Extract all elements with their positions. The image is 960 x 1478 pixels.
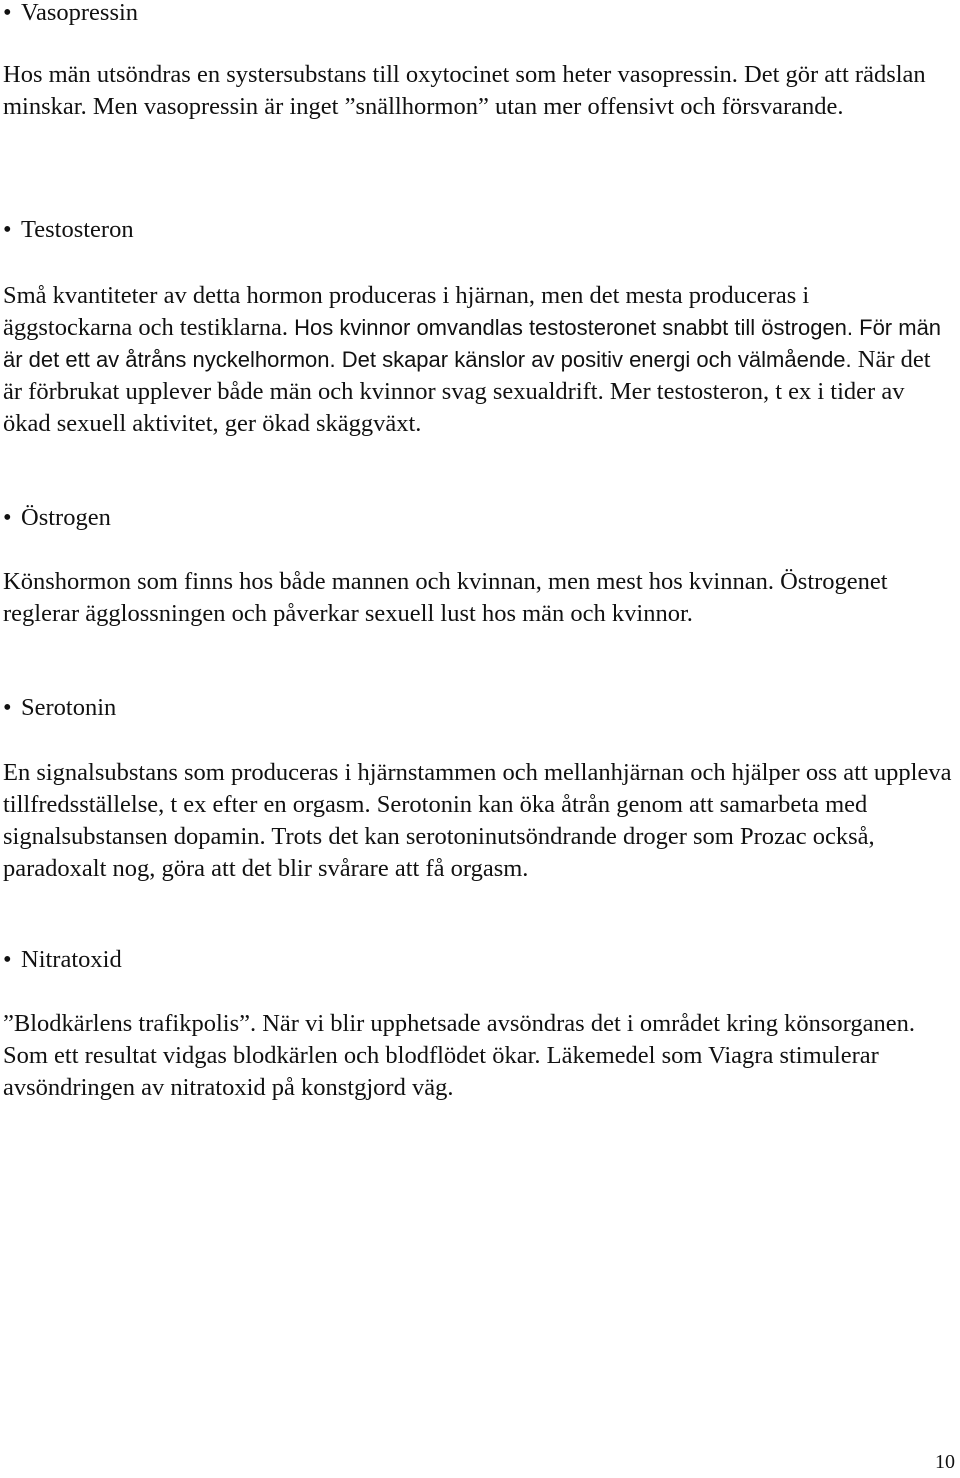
- paragraph: [3, 280, 943, 440]
- heading-text: Östrogen: [21, 504, 111, 531]
- paragraph-text: När det är förbrukat upplever både män och kvinnor svag sexualdrift. Mer testosteron, t ex i tider av ökad sexuell aktivitet, ger ökad skäggväxt.: [3, 346, 931, 437]
- heading-text: Nitratoxid: [21, 946, 122, 973]
- section-heading: [3, 0, 138, 29]
- heading-text: Testosteron: [21, 216, 134, 243]
- bullet-icon: •: [3, 504, 12, 531]
- section-body: [3, 59, 943, 123]
- bullet-icon: •: [3, 946, 12, 973]
- paragraph: Hos män utsöndras en systersubstans till oxytocinet som heter vasopressin. Det gör att rädslan minskar. Men vasopressin är inget ”snällhormon” utan mer offensivt och försvarande.: [3, 61, 926, 120]
- paragraph: Könshormon som finns hos både mannen och kvinnan, men mest hos kvinnan. Östrogenet reglerar ägglossningen och påverkar sexuell lust hos män och kvinnor.: [3, 568, 888, 627]
- section-heading: [3, 944, 122, 976]
- paragraph-text-sans: Hos kvinnor omvandlas testosteronet snabbt till östrogen. För män är det ett av åtråns nyckelhormon. Det skapar känslor av positiv energi och välmående.: [3, 315, 942, 372]
- section-nitratoxid: [3, 944, 122, 976]
- section-heading: [3, 502, 111, 534]
- paragraph: ”Blodkärlens trafikpolis”. När vi blir upphetsade avsöndras det i området kring könsorganen. Som ett resultat vidgas blodkärlen och blodflödet ökar. Läkemedel som Viagra stimulerar avsöndringen av nitratoxid på konstgjord väg.: [3, 1010, 915, 1101]
- section-heading: [3, 692, 116, 724]
- section-body: [3, 757, 953, 885]
- heading-text: Serotonin: [21, 694, 117, 721]
- section-vasopressin: [3, 0, 138, 29]
- paragraph-text: Små kvantiteter av detta hormon produceras i hjärnan, men det mesta produceras i äggstockarna och testiklarna.: [3, 282, 810, 341]
- bullet-icon: •: [3, 0, 12, 26]
- section-ostrogen: [3, 502, 111, 534]
- section-body: [3, 1008, 953, 1104]
- section-body: [3, 280, 943, 440]
- section-heading: [3, 214, 134, 246]
- paragraph: En signalsubstans som produceras i hjärnstammen och mellanhjärnan och hjälper oss att uppleva tillfredsställelse, t ex efter en orgasm. Serotonin kan öka åtrån genom att samarbeta med signalsubstansen dopamin. Trots det kan serotoninutsöndrande droger som Prozac också, paradoxalt nog, göra att det blir svårare att få orgasm.: [3, 759, 952, 882]
- section-serotonin: [3, 692, 116, 724]
- bullet-icon: •: [3, 694, 12, 721]
- heading-text: Vasopressin: [21, 0, 139, 26]
- section-body: [3, 566, 943, 630]
- section-testosteron: [3, 214, 134, 246]
- page-number: 10: [935, 1451, 955, 1473]
- bullet-icon: •: [3, 216, 12, 243]
